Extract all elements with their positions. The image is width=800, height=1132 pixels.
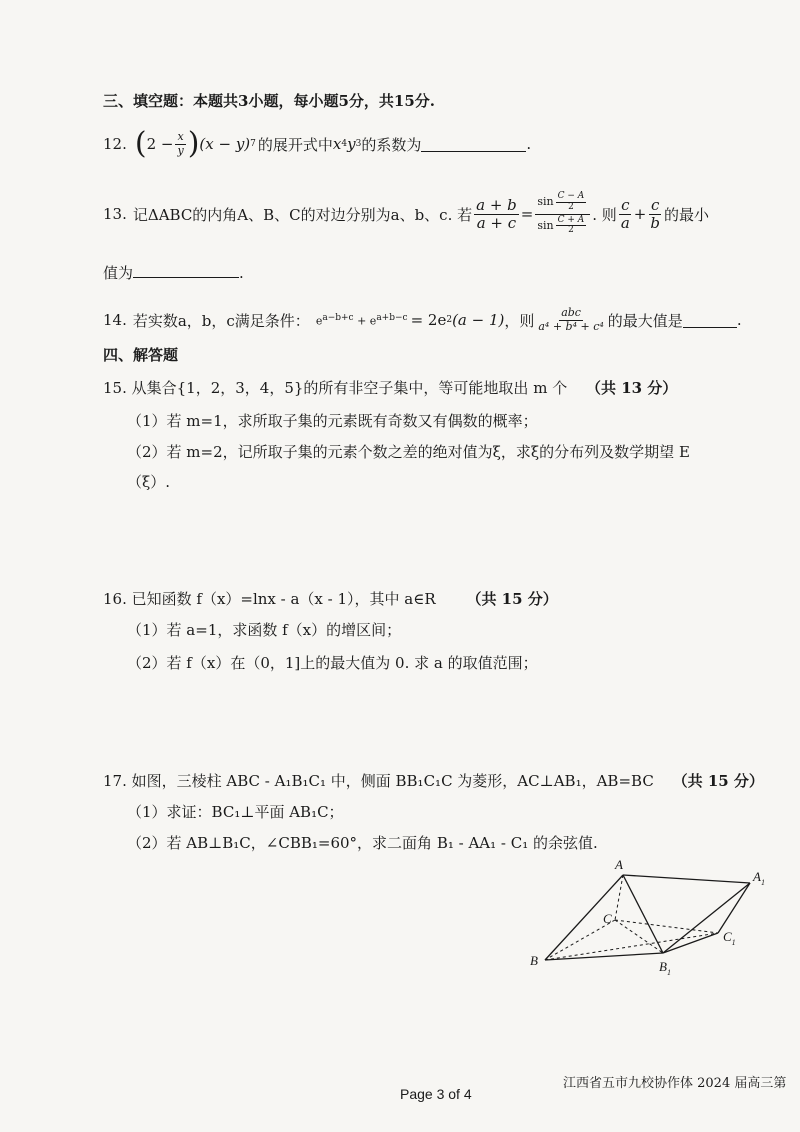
q16-score: （共 15 分） [466,590,558,608]
label-A: A [615,857,623,872]
q14-fraction: $\frac{\text{abc}}{\text{a⁴ + b⁴ + c⁴}}$ [538,306,604,333]
q17-part-2: （2）若 AB⊥B₁C，∠CBB₁=60°，求二面角 B₁ - AA₁ - C₁ 的余弦值. [127,834,598,852]
q17-part-1: （1）求证：BC₁⊥平面 AB₁C； [127,803,344,821]
question-17: 17. 如图，三棱柱 ABC - A₁B₁C₁ 中，侧面 BB₁C₁C 为菱形，AC⊥AB₁，AB=BC （共 15 分） [103,772,764,790]
page-number: Page 3 of 4 [400,1086,472,1102]
edge-CB [545,920,615,960]
q12-number: 12. [103,135,127,153]
q16-part-1: （1）若 a=1，求函数 f（x）的增区间； [127,621,402,639]
edge-A1C1 [718,883,750,933]
q13-answer-blank[interactable] [133,263,239,278]
q15-part-1: （1）若 m=1，求所取子集的元素既有奇数又有偶数的概率； [127,412,538,430]
edge-A1B1 [663,883,750,953]
prism-figure [515,855,800,985]
question-14: 14. 若实数a，b，c满足条件： $e^{a-b+c} + e^{a+b-c}$ = 2e 2 (a − 1) ，则 $\frac{\text{abc}}{\text{a⁴ + b⁴ + c⁴}}$ 的最大值是 . [103,306,742,333]
q12-answer-blank[interactable] [421,137,526,152]
exam-source: 江西省五市九校协作体 2024 届高三第 [563,1076,787,1091]
q14-answer-blank[interactable] [683,313,737,328]
question-12: 12. ( 2 − $\frac{x}{y}$ ) (x − y) 7 的展开式中 x 4 y 3 的系数为 . [103,126,532,161]
label-C: C [603,911,612,926]
label-B: B [530,953,538,968]
label-A1: $A_1$ [753,869,765,887]
edge-AA1 [623,875,750,883]
q15-part-2-cont: （ξ）. [127,473,171,491]
q12-factor: (x − y) [199,135,251,153]
question-15: 15. 从集合{1，2，3，4，5}的所有非空子集中，等可能地取出 m 个 （共 13 分） [103,379,678,397]
edge-BC1 [545,933,718,960]
section-4-title: 四、解答题 [103,346,179,364]
q12-two-minus: 2 − [146,135,174,153]
q12-fraction: $\frac{x}{y}$ [177,130,184,157]
edge-C1B1 [663,933,718,953]
q15-score: （共 13 分） [585,379,678,397]
q13-right-fraction: sin $\frac{C - A}{2}$ sin $\frac{C + A}{2}$ [535,192,590,237]
q17-score: （共 15 分） [672,772,764,790]
question-13: 13. 记ΔABC的内角A、B、C的对边分别为a、b、c. 若 $\frac{a + b}{a + c}$ = sin $\frac{C - A}{2}$ sin $\frac{C + A}{2}$ . 则 $\frac{c}{a}$ + $\frac{c}{b}$ 的最小 [103,190,709,236]
question-16: 16. 已知函数 f（x）=lnx - a（x - 1），其中 a∈R （共 15 分） [103,590,558,608]
q16-part-2: （2）若 f（x）在（0，1]上的最大值为 0. 求 a 的取值范围； [127,654,538,672]
question-13-line-2: 值为 . [103,264,244,282]
edge-BB1 [545,953,663,960]
section-3-title: 三、填空题：本题共3小题，每小题5分，共15分. [103,92,435,110]
label-B1: $B_1$ [659,959,671,977]
label-C1: $C_1$ [723,929,736,947]
q13-left-fraction: $\frac{a + b}{a + c}$ [476,196,517,232]
q15-part-2: （2）若 m=2，记所取子集的元素个数之差的绝对值为ξ，求ξ的分布列及数学期望 E [127,443,690,461]
edge-AB1 [623,875,663,953]
